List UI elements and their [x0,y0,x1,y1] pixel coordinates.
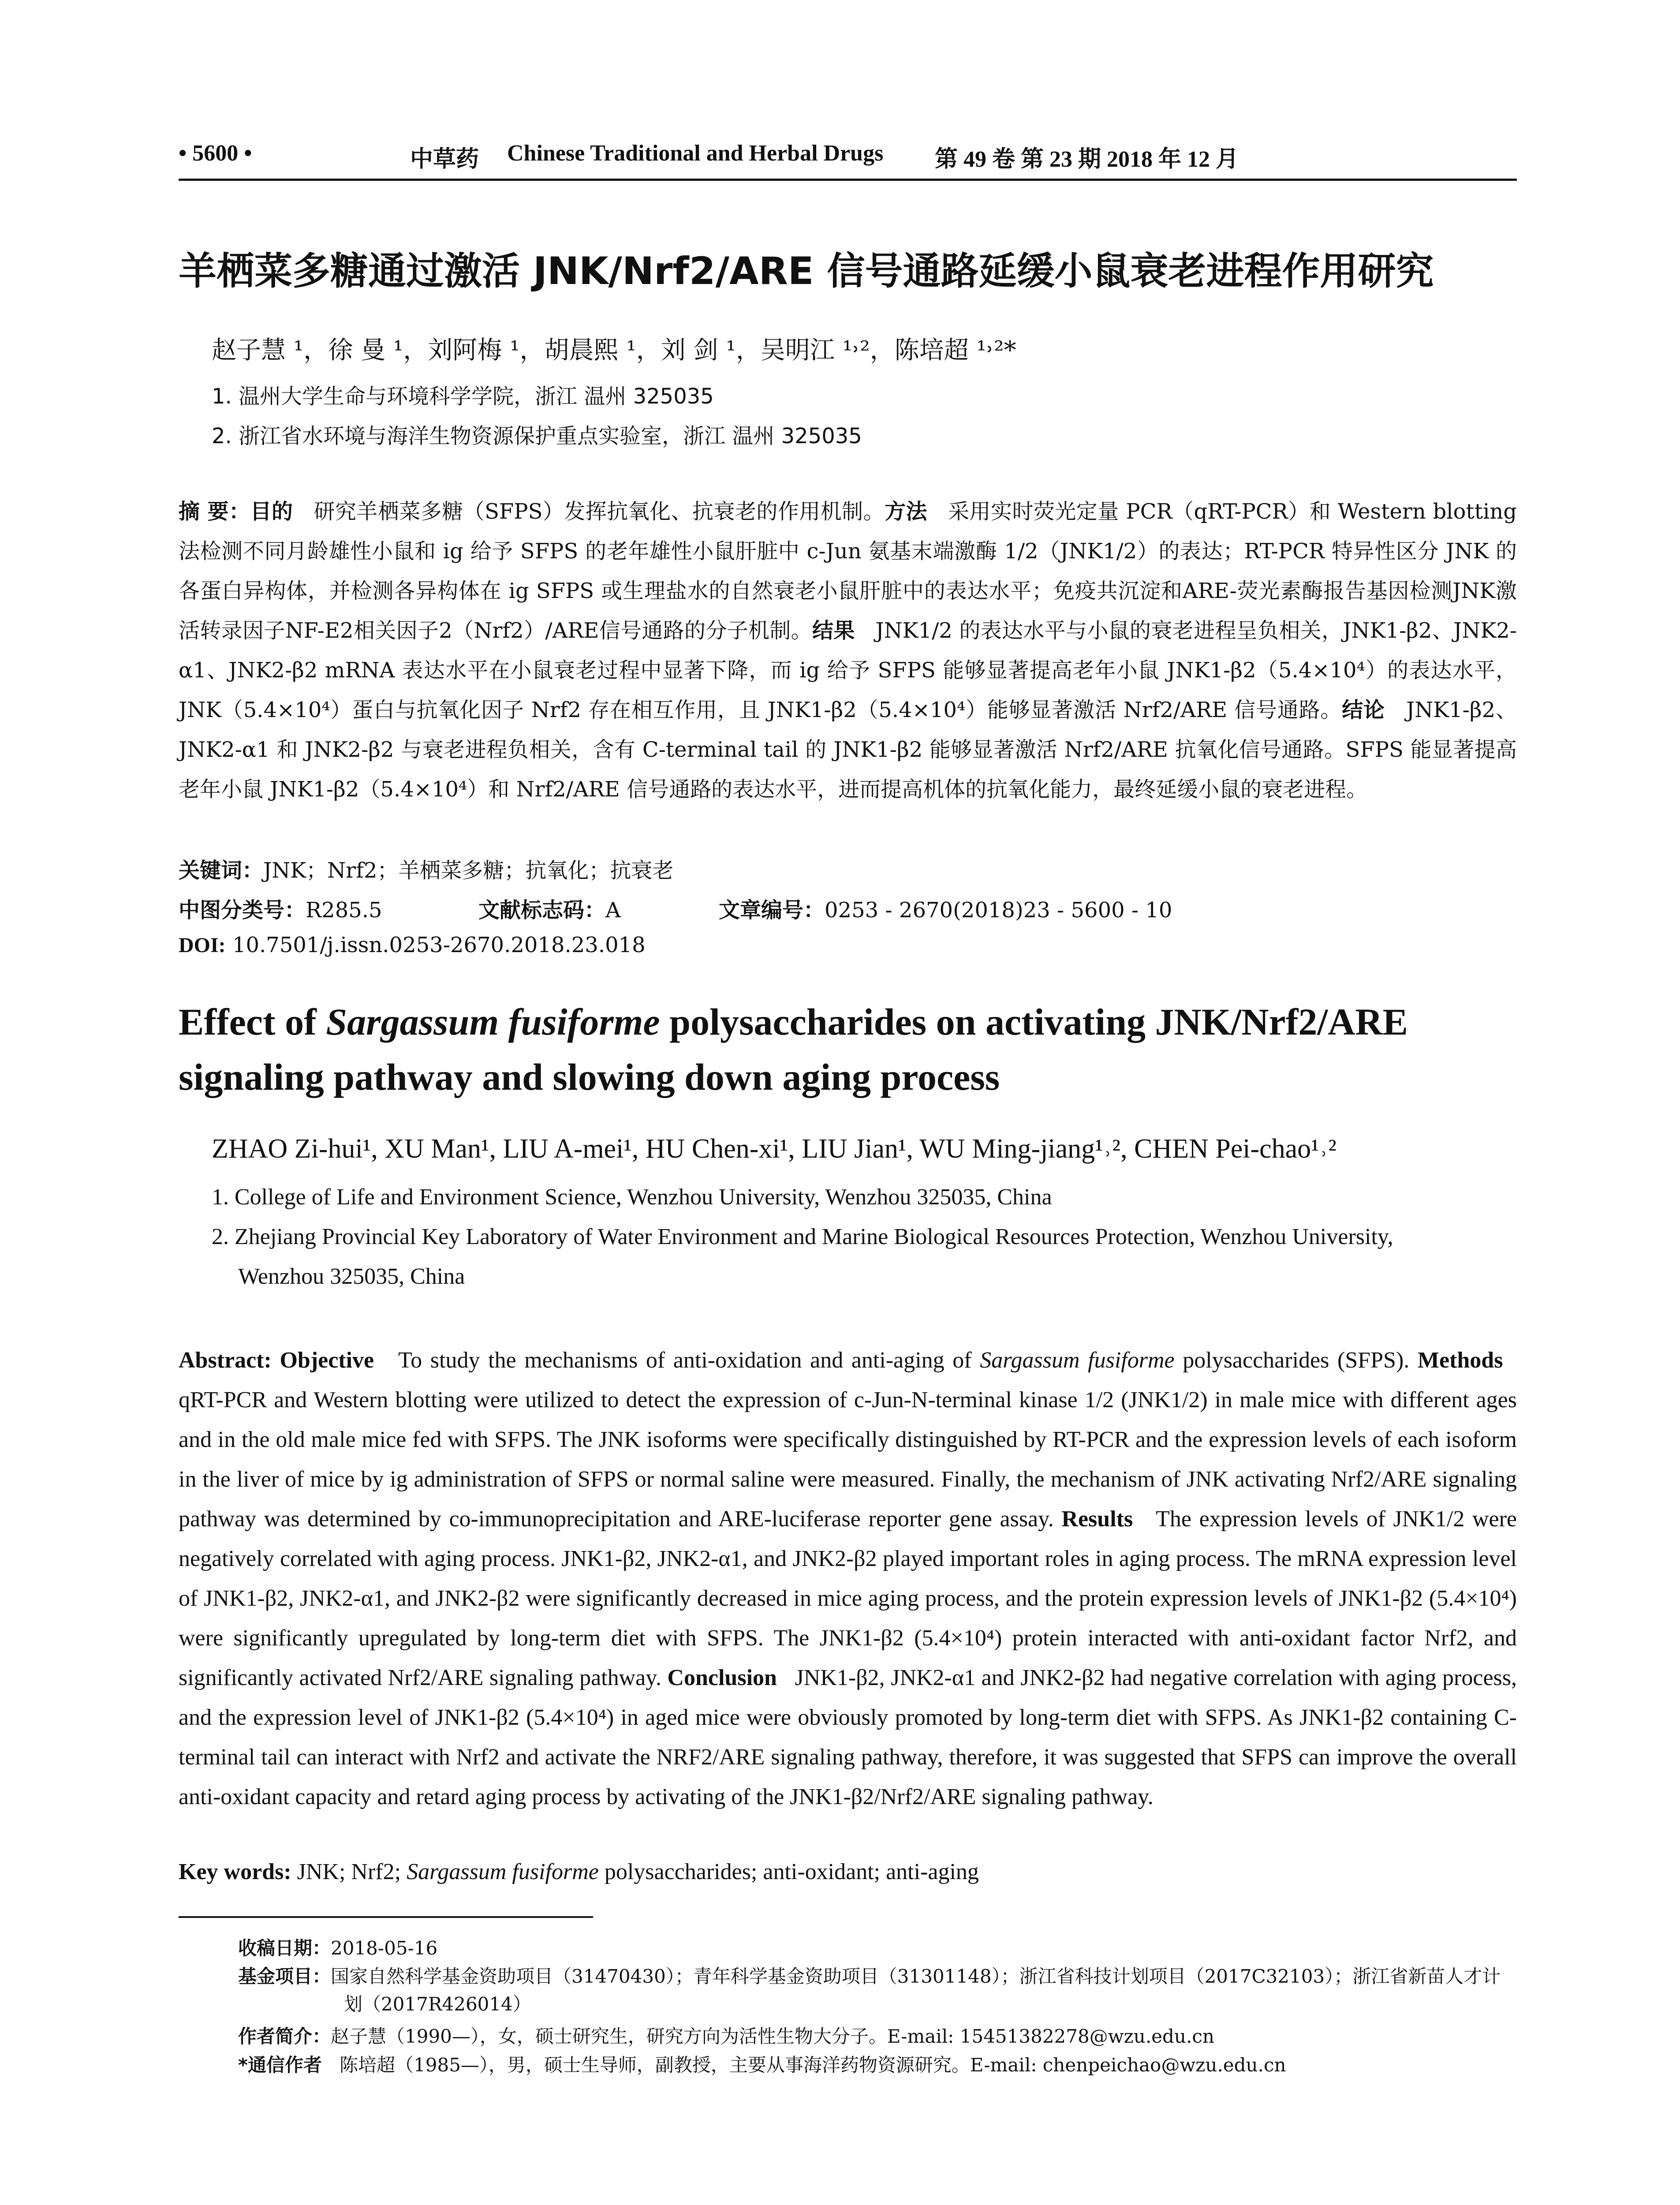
en-results-label: Results [1061,1506,1133,1532]
en-affiliation-2 [212,1224,1517,1250]
en-objective-text-1: To study the mechanisms of anti-oxidation and anti-aging of [398,1348,972,1373]
header-rule [179,179,1517,181]
en-affiliation-2-line2: Wenzhou 325035, China [238,1264,465,1289]
en-abstract [179,1341,1517,1817]
page-number: • 5600 • [179,141,252,166]
cn-keywords-text: JNK；Nrf2；羊栖菜多糖；抗氧化；抗衰老 [263,858,674,883]
cn-doc-code-label: 文献标志码： [478,898,606,923]
cn-keywords-label: 关键词： [179,858,264,883]
cn-article-no-label: 文章编号： [719,898,825,923]
fn-received-value: 2018-05-16 [331,1937,438,1959]
cn-results-label: 结果 [812,618,855,643]
fn-corr-value: 陈培超（1985—），男，硕士生导师，副教授，主要从事海洋药物资源研究。E-mail: chenpeichao@wzu.edu.cn [340,2054,1286,2076]
en-affiliation-2-line1: 2. Zhejiang Provincial Key Laboratory of Water Environment and Marine Biological Resources Protection, Wenzhou University, [212,1224,1393,1249]
en-objective-label: Objective [280,1348,374,1373]
fn-fund-value: 国家自然科学基金资助项目（31470430）；青年科学基金资助项目（31301148）；浙江省科技计划项目（2017C32103）；浙江省新苗人才计划（2017R426014） [331,1966,1501,2015]
footnote-rule [179,1916,593,1918]
en-objective-text-2: polysaccharides (SFPS). [1183,1348,1410,1373]
cn-objective-text: 研究羊栖菜多糖（SFPS）发挥抗氧化、抗衰老的作用机制。 [314,499,885,524]
en-methods-text: qRT-PCR and Western blotting were utilized to detect the expression of c-Jun-N-terminal kinase 1/2 (JNK1/2) in male mice with different ages and in the old male mice fed with SFPS. The JNK isoforms were specifically distinguished by RT-PCR and the expression levels of each isoform in the liver of mice by ig administration of SFPS or normal saline were measured. Finally, the mechanism of JNK activating Nrf2/ARE signaling pathway was determined by co-immunoprecipitation and ARE-luciferase reporter gene assay. [179,1387,1517,1532]
cn-conclusion-label: 结论 [1342,698,1385,722]
fn-fund [238,1962,1517,2018]
en-keywords-2: polysaccharides; anti-oxidant; anti-aging [604,1859,979,1884]
en-authors: ZHAO Zi-hui¹, XU Man¹, LIU A-mei¹, HU Chen-xi¹, LIU Jian¹, WU Ming-jiang¹˒², CHEN Pei-chao¹˒² [212,1134,1337,1164]
en-keywords [179,1859,979,1885]
en-title-italic: Sargassum fusiforme [326,1001,660,1043]
cn-clc [179,893,382,923]
en-affiliation-1: 1. College of Life and Environment Science, Wenzhou University, Wenzhou 325035, China [212,1185,1052,1210]
cn-authors: 赵子慧 ¹，徐 曼 ¹，刘阿梅 ¹，胡晨熙 ¹，刘 剑 ¹，吴明江 ¹˒²，陈培超 ¹˒²* [212,336,1016,365]
en-conclusion-text: JNK1-β2, JNK2-α1 and JNK2-β2 had negative correlation with aging process, and the expression level of JNK1-β2 (5.4×10⁴) in aged mice were obviously promoted by long-term diet with SFPS. As JNK1-β2 containing C-terminal tail can interact with Nrf2 and activate the NRF2/ARE signaling pathway, therefore, it was suggested that SFPS can improve the overall anti-oxidant capacity and retard aging process by activating of the JNK1-β2/Nrf2/ARE signaling pathway. [179,1665,1517,1809]
en-title [179,994,1517,1105]
cn-affiliation-2: 2. 浙江省水环境与海洋生物资源保护重点实验室，浙江 温州 325035 [212,424,862,448]
cn-affiliation-1: 1. 温州大学生命与环境科学学院，浙江 温州 325035 [212,384,714,409]
cn-objective-label: 目的 [250,499,293,524]
fn-corr-label: *通信作者 [238,2054,322,2076]
cn-article-no [719,893,1172,923]
en-keywords-1: JNK; Nrf2; [297,1859,401,1884]
cn-clc-label: 中图分类号： [179,898,306,923]
en-abstract-label: Abstract: [179,1348,272,1373]
cn-methods-text: 采用实时荧光定量 PCR（qRT-PCR）和 Western blotting 法检测不同月龄雄性小鼠和 ig 给予 SFPS 的老年雄性小鼠肝脏中 c-Jun 氨基末端激酶 1/2（JNK1/2）的表达；RT-PCR 特异性区分 JNK 的各蛋白异构体，并检测各异构体在 ig SFPS 或生理盐水的自然衰老小鼠肝脏中的表达水平；免疫共沉淀和ARE-荧光素酶报告基因检测JNK激活转录因子NF-E2相关因子2（Nrf2）/ARE信号通路的分子机制。 [179,499,1517,643]
cn-article-no-value: 0253 - 2670(2018)23 - 5600 - 10 [825,898,1172,923]
doi-value: 10.7501/j.issn.0253-2670.2018.23.018 [232,933,646,957]
cn-clc-value: R285.5 [306,898,382,923]
running-header [179,140,1517,176]
fn-received-label: 收稿日期： [238,1937,331,1959]
journal-name-en: Chinese Traditional and Herbal Drugs [507,141,884,166]
fn-author [238,2022,1214,2048]
en-title-part2: polysaccharides on activating JNK/Nrf2/ARE signaling pathway and slowing down aging process [179,1001,1408,1098]
cn-conclusion-text: JNK1-β2、JNK2-α1 和 JNK2-β2 与衰老进程负相关，含有 C-terminal tail 的 JNK1-β2 能够显著激活 Nrf2/ARE 抗氧化信号通路。SFPS 能显著提高老年小鼠 JNK1-β2（5.4×10⁴）和 Nrf2/ARE 信号通路的表达水平，进而提高机体的抗氧化能力，最终延缓小鼠的衰老进程。 [179,698,1517,802]
fn-corr [238,2051,1286,2077]
volume-issue: 第 49 卷 第 23 期 2018 年 12 月 [935,147,1239,172]
en-title-part1: Effect of [179,1001,326,1043]
en-keywords-italic: Sargassum fusiforme [407,1859,599,1884]
en-conclusion-label: Conclusion [667,1665,777,1690]
fn-author-value: 赵子慧（1990—），女，硕士研究生，研究方向为活性生物大分子。E-mail: 15451382278@wzu.edu.cn [331,2026,1214,2047]
fn-author-label: 作者简介： [238,2026,331,2047]
cn-doc-code-value: A [605,898,621,923]
cn-abstract-label: 摘 要： [179,499,250,524]
doi [179,933,646,957]
cn-abstract [179,492,1517,809]
en-results-text: The expression levels of JNK1/2 were negatively correlated with aging process. JNK1-β2, JNK2-α1, and JNK2-β2 played important roles in aging process. The mRNA expression level of JNK1-β2, JNK2-α1, and JNK2-β2 were significantly decreased in mice aging process, and the protein expression levels of JNK1-β2 (5.4×10⁴) were significantly upregulated by long-term diet with SFPS. The JNK1-β2 (5.4×10⁴) protein interacted with anti-oxidant factor Nrf2, and significantly activated Nrf2/ARE signaling pathway. [179,1506,1517,1690]
cn-doc-code [478,893,621,923]
fn-received [238,1934,437,1960]
doi-label: DOI: [179,934,226,957]
en-keywords-label: Key words: [179,1859,291,1884]
fn-fund-label: 基金项目： [238,1966,331,1987]
cn-results-text: JNK1/2 的表达水平与小鼠的衰老进程呈负相关，JNK1-β2、JNK2-α1、JNK2-β2 mRNA 表达水平在小鼠衰老过程中显著下降，而 ig 给予 SFPS 能够显著提高老年小鼠 JNK1-β2（5.4×10⁴）的表达水平，JNK（5.4×10⁴）蛋白与抗氧化因子 Nrf2 存在相互作用，且 JNK1-β2（5.4×10⁴）能够显著激活 Nrf2/ARE 信号通路。 [179,618,1517,722]
journal-name-cn: 中草药 [410,146,479,172]
cn-keywords [179,853,673,884]
cn-methods-label: 方法 [885,499,927,524]
en-objective-italic: Sargassum fusiforme [980,1348,1175,1373]
en-methods-label: Methods [1417,1348,1503,1373]
cn-title: 羊栖菜多糖通过激活 JNK/Nrf2/ARE 信号通路延缓小鼠衰老进程作用研究 [179,249,1434,293]
